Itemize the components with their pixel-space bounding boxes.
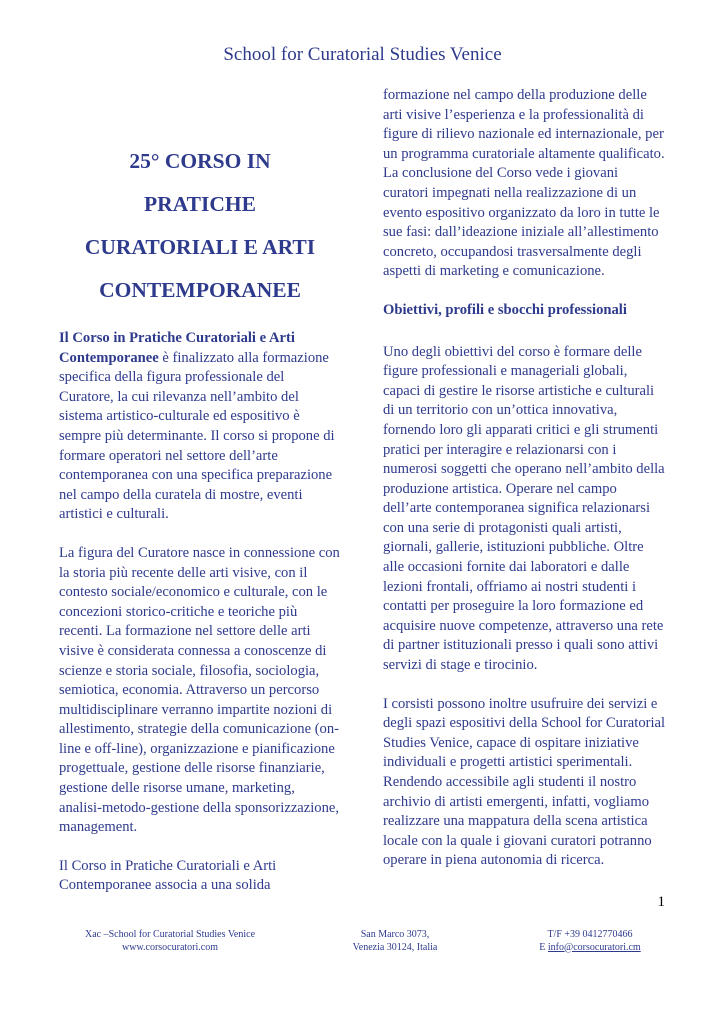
footer-email-link[interactable]: info@corsocuratori.cm — [547, 941, 641, 953]
right-column — [383, 86, 667, 890]
objectives-paragraph: Uno degli obiettivi del corso è formare delle figure professionali e manageriali globali, capaci di gestire le risorse artistiche e culturali di un territorio con un’ottica innovativa, fornendo loro gli apparati critici e gli strumenti pratici per interagire e relazionarsi con i numerosi soggetti che operano nell’ambito della produzione artistica. Operare nel campo dell’arte contemporanea significa relazionarsi con una serie di protagonisti quali artisti, giornali, gallerie, istituzioni pubbliche. Oltre alle occasioni fornite dai laboratori e dalle lezioni frontali, offriamo ai nostri studenti i contatti per proseguire la loro formazione ed acquisire nuove competenze, attraverso una rete di partner istituzionali presso i quali sono attivi servizi di stage e tirocinio. — [383, 343, 665, 674]
footer-website-link[interactable]: www.corsocuratori.com — [122, 941, 218, 953]
continuation-paragraph: formazione nel campo della produzione delle arti visive l’esperienza e la professionalità di figure di rilievo nazionale ed internazionale, per un programma curatoriale altamente qualificato. La conclusione del Corso vede i giovani curatori impegnati nella realizzazione di un evento espositivo organizzato da loro in tutte le sue fasi: dall’ideazione iniziale all’allestimento concreto, occupandosi trasversalmente degli aspetti di marketing e comunicazione. — [383, 87, 665, 280]
title-line-1: 25° CORSO IN — [129, 149, 271, 173]
intro-text: è finalizzato alla formazione specifica della figura professionale del Curatore, la cui rilevanza nell’ambito del sistema artistico-culturale ed espositivo è sempre più determinante. Il corso si propone di formare operatori nel settore dell’arte contemporanea con una specifica preparazione nel campo della curatela di mostre, eventi artistici e culturali. — [59, 349, 335, 523]
page-number: 1 — [657, 894, 665, 910]
document-title — [59, 140, 341, 312]
page-header: School for Curatorial Studies Venice — [223, 44, 502, 65]
footer-email-prefix: E — [539, 941, 548, 953]
footer-organization — [80, 929, 260, 954]
title-line-4: CONTEMPORANEE — [99, 278, 301, 302]
title-line-3: CURATORIALI E ARTI — [84, 235, 316, 259]
course-paragraph: Il Corso in Pratiche Curatoriali e Arti Contemporanee associa a una solida — [59, 857, 277, 894]
footer-org-name: Xac –School for Curatorial Studies Venice — [84, 929, 256, 940]
title-line-2: PRATICHE — [144, 192, 256, 216]
footer-street: San Marco 3073, — [360, 929, 430, 940]
footer-phone: T/F +39 0412770466 — [547, 929, 633, 940]
footer-city: Venezia 30124, Italia — [352, 941, 438, 953]
footer-address — [335, 929, 455, 954]
footer-contact — [520, 929, 660, 954]
intro-bold-lead: Il Corso in Pratiche Curatoriali e Arti Contemporanee — [59, 330, 295, 366]
footer-email-line — [520, 942, 660, 955]
curator-paragraph: La figura del Curatore nasce in connessione con la storia più recente delle arti visive, con il contesto sociale/economico e culturale, con le concezioni storico-critiche e teoriche più recenti. La formazione nel settore delle arti visive è considerata connessa a conoscenze di scienze e storia sociale, filosofia, sociologia, semiotica, economia. Attraverso un percorso multidisciplinare verranno impartite nozioni di allestimento, strategie della comunicazione (on-line e off-line), organizzazione e pianificazione progettuale, gestione delle risorse finanziarie, gestione delle risorse umane, marketing, analisi-metodo-gestione della sponsorizzazione, management. — [59, 544, 340, 836]
services-paragraph: I corsisti possono inoltre usufruire dei servizi e degli spazi espositivi della School for Curatorial Studies Venice, capace di ospitare iniziative individuali e progetti artistici sperimentali. Rendendo accessibile agli studenti il nostro archivio di artisti emergenti, infatti, vogliamo realizzare una mappatura della scena artistica locale con la quale i giovani curatori potranno operare in piena autonomia di ricerca. — [383, 695, 666, 869]
intro-paragraph — [59, 329, 341, 525]
section-heading: Obiettivi, profili e sbocchi professionali — [383, 301, 627, 318]
left-column — [59, 329, 341, 915]
